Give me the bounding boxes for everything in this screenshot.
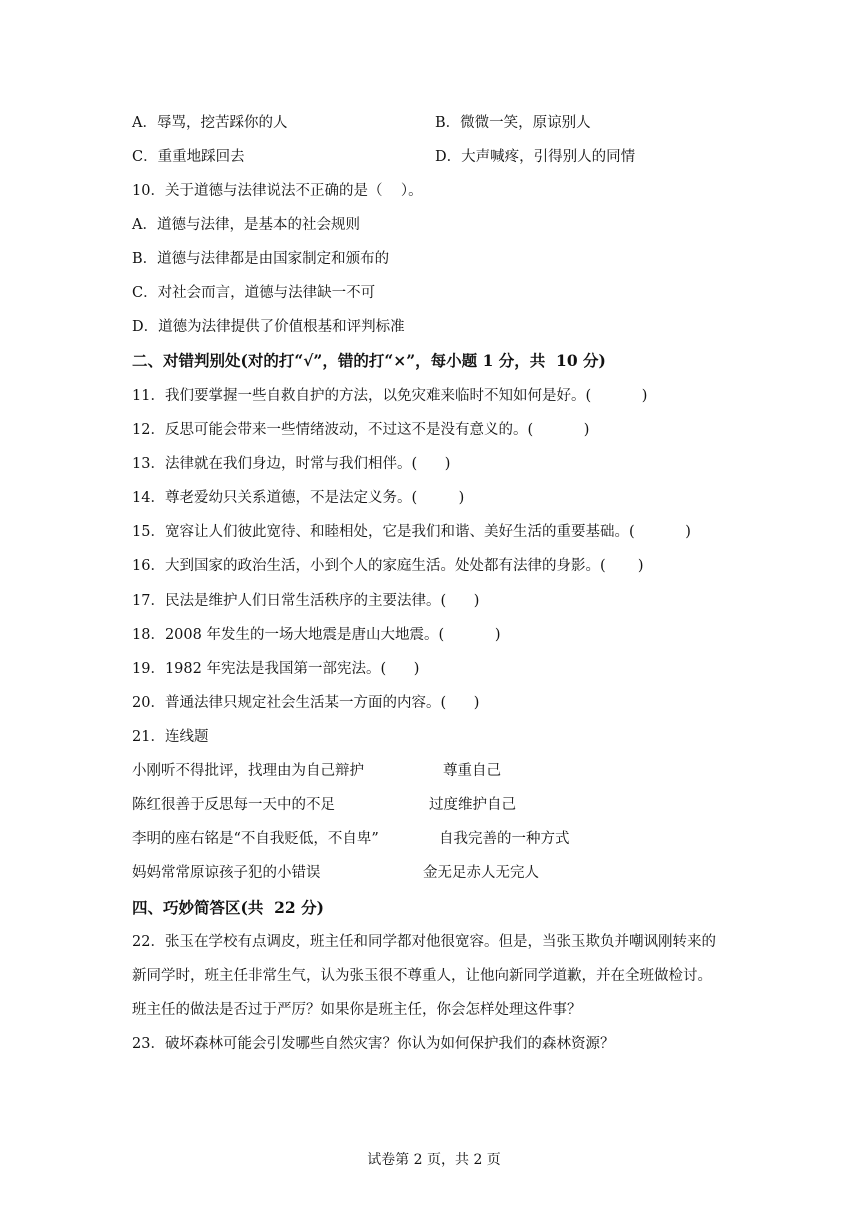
tf-item: 14．尊老爱幼只关系道德，不是法定义务。( )	[132, 490, 465, 506]
section-2-title: 二、对错判别处(对的打“√”，错的打“×”，每小题 1 分，共 10 分)	[132, 351, 606, 370]
q10-option-d: D．道德为法律提供了价值根基和评判标准	[132, 319, 405, 335]
q22-line: 班主任的做法是否过于严厉？如果你是班主任，你会怎样处理这件事？	[132, 1002, 582, 1018]
match-left-item: 李明的座右铭是“不自我贬低，不自卑”	[132, 831, 379, 847]
q21-title: 21．连线题	[132, 729, 209, 745]
tf-item: 20．普通法律只规定社会生活某一方面的内容。( )	[132, 695, 480, 711]
tf-item: 19．1982 年宪法是我国第一部宪法。( )	[132, 661, 420, 677]
match-right-item: 过度维护自己	[429, 797, 516, 813]
page-footer: 试卷第 2 页，共 2 页	[367, 1152, 501, 1168]
q10-option-c: C．对社会而言，道德与法律缺一不可	[132, 285, 376, 301]
q9-option-c: C．重重地踩回去	[132, 149, 245, 165]
tf-item: 16．大到国家的政治生活，小到个人的家庭生活。处处都有法律的身影。( )	[132, 558, 644, 574]
tf-item: 18．2008 年发生的一场大地震是唐山大地震。( )	[132, 627, 501, 643]
match-right-item: 自我完善的一种方式	[439, 831, 570, 847]
match-right-item: 尊重自己	[443, 763, 501, 779]
match-right-item: 金无足赤人无完人	[423, 865, 539, 881]
q9-option-b: B．微微一笑，原谅别人	[435, 115, 591, 131]
q22-line: 22．张玉在学校有点调皮，班主任和同学都对他很宽容。但是，当张玉欺负并嘲讽刚转来的	[132, 934, 716, 950]
q9-option-d: D．大声喊疼，引得别人的同情	[435, 149, 636, 165]
tf-item: 12．反思可能会带来一些情绪波动，不过这不是没有意义的。( )	[132, 422, 590, 438]
tf-item: 11．我们要掌握一些自救自护的方法，以免灾难来临时不知如何是好。( )	[132, 388, 648, 404]
q10-stem: 10．关于道德与法律说法不正确的是（ ）。	[132, 183, 423, 199]
section-4-title: 四、巧妙简答区(共 22 分)	[132, 898, 324, 917]
match-left-item: 小刚听不得批评，找理由为自己辩护	[132, 763, 364, 779]
match-left-item: 妈妈常常原谅孩子犯的小错误	[132, 865, 321, 881]
q22-line: 新同学时，班主任非常生气，认为张玉很不尊重人，让他向新同学道歉，并在全班做检讨。	[132, 968, 712, 984]
q9-option-a: A．辱骂，挖苦踩你的人	[132, 115, 288, 131]
q10-option-a: A．道德与法律，是基本的社会规则	[132, 217, 360, 233]
tf-item: 17．民法是维护人们日常生活秩序的主要法律。( )	[132, 593, 480, 609]
tf-item: 13．法律就在我们身边，时常与我们相伴。( )	[132, 456, 451, 472]
match-left-item: 陈红很善于反思每一天中的不足	[132, 797, 335, 813]
tf-item: 15．宽容让人们彼此宽待、和睦相处，它是我们和谐、美好生活的重要基础。( )	[132, 524, 691, 540]
q10-option-b: B．道德与法律都是由国家制定和颁布的	[132, 251, 390, 267]
q23-stem: 23．破坏森林可能会引发哪些自然灾害？你认为如何保护我们的森林资源？	[132, 1036, 615, 1052]
